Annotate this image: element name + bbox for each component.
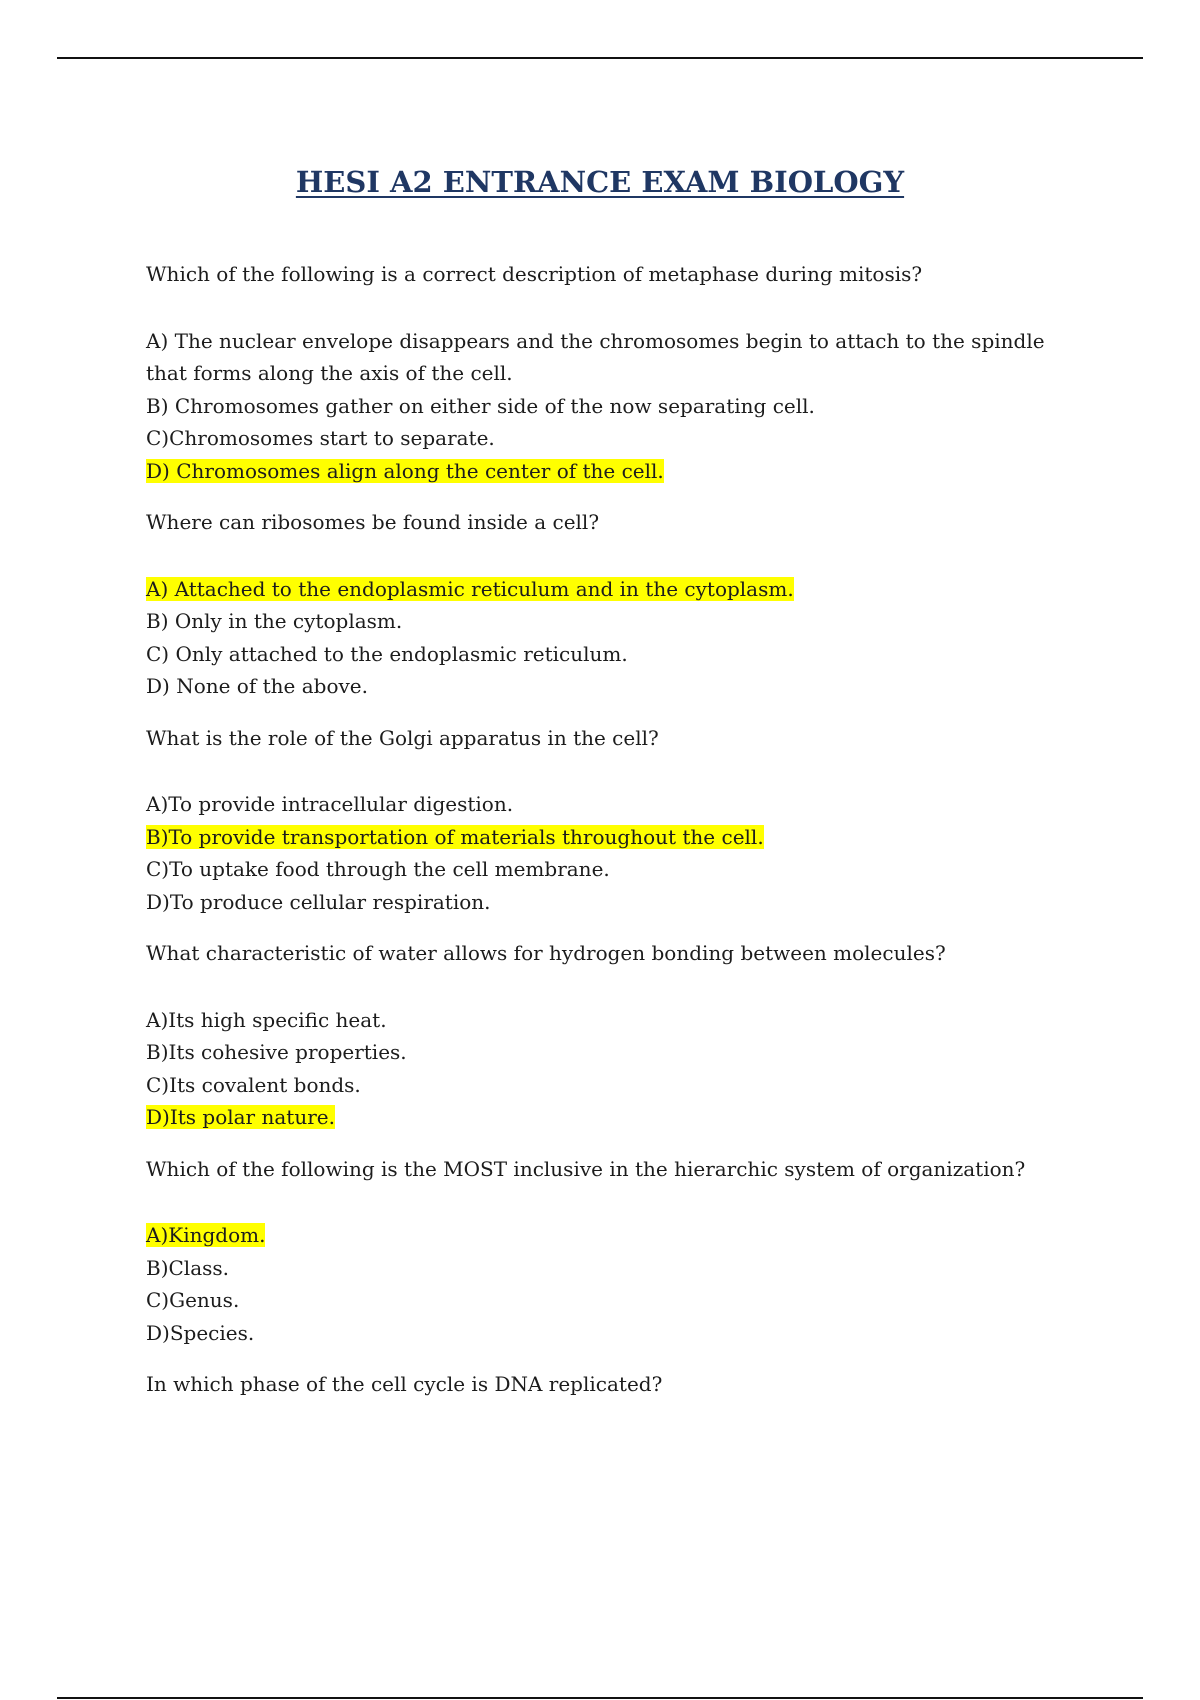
answer-option <box>146 1004 1076 1037</box>
answer-option <box>146 638 1076 671</box>
answer-option-text: A)To provide intracellular digestion. <box>146 792 514 816</box>
answer-options <box>146 1219 1076 1349</box>
answer-option <box>146 670 1076 703</box>
question-text: What characteristic of water allows for hydrogen bonding between molecules? <box>146 941 946 965</box>
answer-options <box>146 573 1076 703</box>
options-spacer <box>146 487 1076 506</box>
question-text: Which of the following is a correct description of metaphase during mitosis? <box>146 262 923 286</box>
answer-option-text: C)Its covalent bonds. <box>146 1072 361 1097</box>
answer-option-text: B) Chromosomes gather on either side of the now separating cell. <box>146 393 815 418</box>
answer-option-text: D) Chromosomes align along the center of the cell. <box>146 458 664 483</box>
options-spacer <box>146 703 1076 722</box>
answer-option-correct <box>146 1101 1076 1134</box>
answer-option <box>146 390 1076 423</box>
options-spacer <box>146 918 1076 937</box>
answer-option-text: C)Genus. <box>146 1288 240 1312</box>
top-rule <box>57 57 1143 59</box>
answer-option <box>146 1284 1076 1317</box>
answer-option-correct <box>146 573 1076 606</box>
question-spacer <box>146 970 1076 1004</box>
answer-option-text: A) Attached to the endoplasmic reticulum and in the cytoplasm. <box>146 576 794 601</box>
question-spacer <box>146 1185 1076 1219</box>
question-spacer <box>146 539 1076 573</box>
page-title-text: HESI A2 ENTRANCE EXAM BIOLOGY <box>295 165 905 200</box>
answer-option-text: B) Only in the cytoplasm. <box>146 609 403 633</box>
answer-options <box>146 325 1076 488</box>
question-text: In which phase of the cell cycle is DNA replicated? <box>146 1372 663 1396</box>
answer-option-correct <box>146 455 1076 488</box>
answer-option <box>146 1252 1076 1285</box>
question-spacer <box>146 291 1076 325</box>
answer-options <box>146 788 1076 918</box>
answer-option-text: B)Its cohesive properties. <box>146 1040 407 1064</box>
answer-option <box>146 325 1076 390</box>
answer-options <box>146 1004 1076 1134</box>
answer-option <box>146 886 1076 919</box>
question-spacer <box>146 754 1076 788</box>
answer-option <box>146 422 1076 455</box>
answer-option-text: D)To produce cellular respiration. <box>146 889 491 914</box>
answer-option-text: A) The nuclear envelope disappears and the chromosomes begin to attach to the spindle that forms along the axis of the cell. <box>146 328 1045 385</box>
answer-option-text: C) Only attached to the endoplasmic reticulum. <box>146 641 628 666</box>
answer-option <box>146 853 1076 886</box>
question-text: What is the role of the Golgi apparatus in the cell? <box>146 725 659 750</box>
options-spacer <box>146 1349 1076 1368</box>
answer-option-correct <box>146 1219 1076 1252</box>
answer-option-text: C)To uptake food through the cell membrane. <box>146 857 610 881</box>
bottom-rule <box>57 1697 1143 1699</box>
answer-option <box>146 1036 1076 1069</box>
answer-option <box>146 1069 1076 1102</box>
answer-option-correct <box>146 821 1076 854</box>
answer-option-text: D) None of the above. <box>146 674 368 698</box>
answer-option-text: A)Its high specific heat. <box>146 1007 387 1032</box>
answer-option <box>146 1317 1076 1350</box>
question-list <box>146 258 1076 1401</box>
answer-option-text: D)Its polar nature. <box>146 1105 335 1129</box>
answer-option-text: A)Kingdom. <box>146 1223 266 1247</box>
answer-option <box>146 605 1076 638</box>
answer-option-text: C)Chromosomes start to separate. <box>146 426 495 450</box>
answer-option <box>146 788 1076 821</box>
question-text: Which of the following is the MOST inclusive in the hierarchic system of organization? <box>146 1156 1026 1181</box>
answer-option-text: B)To provide transportation of materials throughout the cell. <box>146 824 764 849</box>
answer-option-text: D)Species. <box>146 1320 255 1345</box>
answer-option-text: B)Class. <box>146 1255 230 1280</box>
page-title <box>0 165 1200 199</box>
question-text: Where can ribosomes be found inside a cell? <box>146 510 600 534</box>
options-spacer <box>146 1134 1076 1153</box>
